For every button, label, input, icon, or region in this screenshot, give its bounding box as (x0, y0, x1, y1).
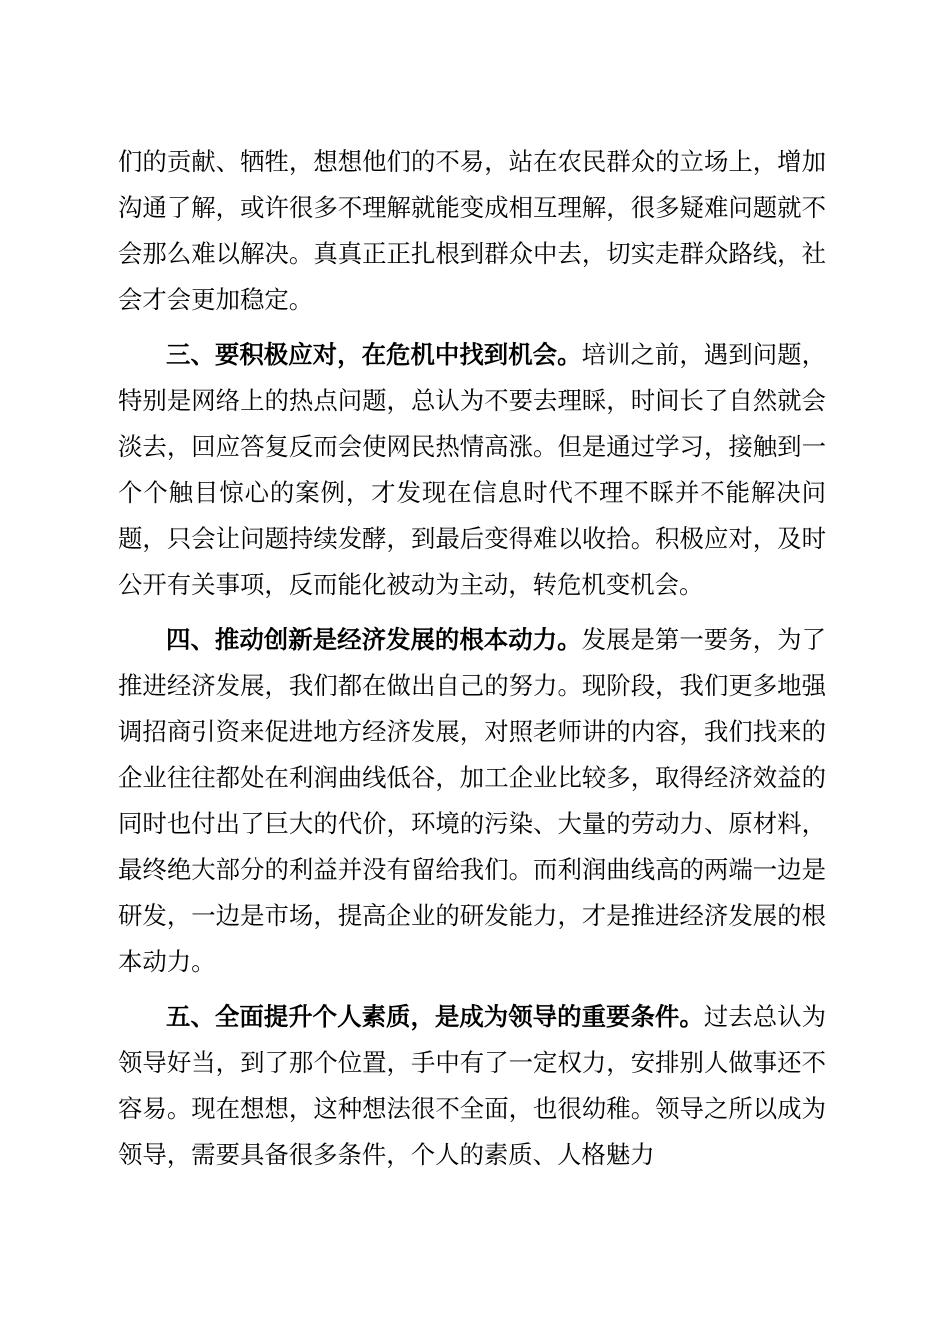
paragraph-continuation (118, 139, 826, 323)
document-page (118, 139, 826, 1187)
paragraph-body: 发展是第一要务，为了推进经济发展，我们都在做出自己的努力。现阶段，我们更多地强调招商引资来促进地方经济发展，对照老师讲的内容，我们找来的企业往往都处在利润曲线低谷，加工企业比较多，取得经济效益的同时也付出了巨大的代价，环境的污染、大量的劳动力、原材料，最终绝大部分的利益并没有留给我们。而利润曲线高的两端一边是研发，一边是市场，提高企业的研发能力，才是推进经济发展的根本动力。 (118, 625, 826, 976)
section-heading: 五、全面提升个人素质，是成为领导的重要条件。 (166, 1002, 704, 1031)
paragraph-section-four (118, 617, 826, 985)
paragraph-body: 们的贡献、牺牲，想想他们的不易，站在农民群众的立场上，增加沟通了解，或许很多不理解就能变成相互理解，很多疑难问题就不会那么难以解决。真真正正扎根到群众中去，切实走群众路线，社会才会更加稳定。 (118, 147, 826, 314)
paragraph-body: 过去总认为领导好当，到了那个位置，手中有了一定权力，安排别人做事还不容易。现在想想，这种想法很不全面，也很幼稚。领导之所以成为领导，需要具备很多条件，个人的素质、人格魅力 (118, 1002, 826, 1169)
paragraph-body: 培训之前，遇到问题，特别是网络上的热点问题，总认为不要去理睬，时间长了自然就会淡去，回应答复反而会使网民热情高涨。但是通过学习，接触到一个个触目惊心的案例，才发现在信息时代不理不睬并不能解决问题，只会让问题持续发酵，到最后变得难以收拾。积极应对，及时公开有关事项，反而能化被动为主动，转危机变机会。 (118, 340, 826, 599)
section-heading: 四、推动创新是经济发展的根本动力。 (166, 625, 582, 654)
paragraph-section-five (118, 994, 826, 1178)
paragraph-section-three (118, 332, 826, 608)
section-heading: 三、要积极应对，在危机中找到机会。 (166, 340, 582, 369)
